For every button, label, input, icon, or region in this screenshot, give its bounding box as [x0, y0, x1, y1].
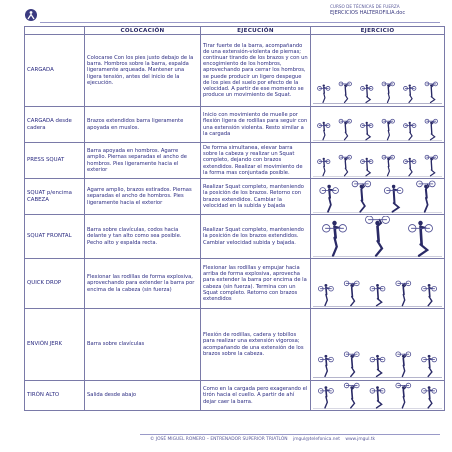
- table-header-row: [25, 27, 445, 35]
- footer-web[interactable]: www.jmgul.tk: [345, 437, 376, 442]
- ejecucion-text: Inicio con movimiento de muelle por flexión ligera de rodillas para seguir con una extensión violenta. Resto similar a la cargada: [201, 107, 311, 143]
- header-course: CURSO DE TÉCNICAS DE FUERZA: [330, 4, 400, 9]
- ejecucion-text: Flexión de rodillas, cadera y tobillos para realizar una extensión vigorosa; acompañando de una extensión de los brazos sobre la cabeza.: [201, 309, 311, 381]
- lifter-figure-icon: [313, 184, 442, 212]
- colocacion-text: Salida desde abajo: [85, 381, 201, 411]
- lifter-figure-icon: [313, 155, 442, 177]
- lifter-figure-icon: [313, 121, 442, 140]
- header-cell-ejercicio: EJERCICIO: [311, 27, 445, 35]
- header-file: EJERCICIOS HALTEROFILIA.doc: [330, 10, 406, 16]
- exercise-illustration: [311, 309, 445, 381]
- lifter-figure-icon: [313, 84, 442, 103]
- footer-email[interactable]: jmgul@telefonica.net: [293, 437, 340, 442]
- colocacion-text: Flexionar las rodillas de forma explosiva, aprovechando para extender la barra por encima de la cabeza (sin fuerza): [85, 259, 201, 309]
- colocacion-text: Barra sobre clavículas: [85, 309, 201, 381]
- table-row: [25, 309, 445, 381]
- exercise-illustration: [311, 143, 445, 179]
- exercise-name: CARGADA: [25, 35, 85, 107]
- header-cell-empty: [25, 27, 85, 35]
- ejecucion-text: Como en la cargada pero exagerando el tirón hacia el cuello. A partir de ahí dejar caer la barra.: [201, 381, 311, 411]
- table-row: [25, 143, 445, 179]
- header-divider: [40, 22, 440, 23]
- ejecucion-text: Flexionar las rodillas y empujar hacia arriba de forma explosiva, aprovecha para extender la barra por encima de la cabeza (sin fuerza). Termina con un Squat completo. Retorno con brazos extendidos: [201, 259, 311, 309]
- exercise-illustration: [311, 259, 445, 309]
- lifter-figure-icon: [313, 119, 442, 141]
- exercise-name: SQUAT p/encima CABEZA: [25, 179, 85, 215]
- ejecucion-text: De forma simultanea, elevar barra sobre la cabeza y realizar un Squat completo, dejando con brazos extendidos. Realizar el movimiento de la forma mas conjuntada posible.: [201, 143, 311, 179]
- exercise-name: ENVIÓN JERK: [25, 309, 85, 381]
- lifter-figure-icon: [313, 181, 442, 213]
- exercise-illustration: [311, 215, 445, 259]
- lifter-figure-icon: [313, 84, 442, 103]
- colocacion-text: Barra sobre clavículas, codos hacia delante y tan alto como sea posible. Pecho alto y espalda recta.: [85, 215, 201, 259]
- exercise-illustration: [311, 381, 445, 411]
- colocacion-text: Barra apoyada en hombros. Agarre amplio. Piernas separadas el ancho de hombros. Pies ligeramente hacia el exterior: [85, 143, 201, 179]
- lifter-figure-icon: [313, 155, 442, 177]
- table-row: [25, 215, 445, 259]
- lifter-figure-icon: [313, 216, 442, 257]
- lifter-figure-icon: [313, 155, 442, 177]
- lifter-figure-icon: [313, 181, 442, 213]
- exercise-illustration: [311, 107, 445, 143]
- exercise-illustration: [311, 179, 445, 215]
- logo-icon: [24, 8, 38, 22]
- colocacion-text: Brazos extendidos barra ligeramente apoyada en muslos.: [85, 107, 201, 143]
- exercise-name: TIRÓN ALTO: [25, 381, 85, 411]
- header-cell-ejecucion: EJECUCIÓN: [201, 27, 311, 35]
- lifter-figure-icon: [313, 284, 442, 307]
- lifter-figure-icon: [313, 119, 442, 141]
- header-info: [330, 4, 450, 16]
- table-row: [25, 35, 445, 107]
- exercise-name: QUICK DROP: [25, 259, 85, 309]
- lifter-figure-icon: [313, 119, 442, 141]
- lifter-figure-icon: [313, 82, 442, 104]
- lifter-figure-icon: [313, 184, 442, 212]
- exercise-table: [24, 26, 445, 411]
- lifter-figure-icon: [313, 157, 442, 176]
- exercise-name: SQUAT FRONTAL: [25, 215, 85, 259]
- table-row: [25, 381, 445, 411]
- lifter-figure-icon: [313, 82, 442, 104]
- table-row: [25, 259, 445, 309]
- lifter-figure-icon: [313, 157, 442, 176]
- lifter-figure-icon: [313, 82, 442, 104]
- table-row: [25, 179, 445, 215]
- table-row: [25, 107, 445, 143]
- lifter-figure-icon: [313, 84, 442, 103]
- ejecucion-text: Tirar fuerte de la barra, acompañando de una extensión-violenta de piernas; continuar tirando de los brazos y con un encogimiento de los hombros, aprovechando para cerrar los hombros, se puede producir un ligero despegue de los pies del suelo por efecto de la velocidad. A partir de ese momento se produce un movimiento de Squat.: [201, 35, 311, 107]
- lifter-figure-icon: [313, 355, 442, 378]
- lifter-figure-icon: [313, 157, 442, 176]
- lifter-figure-icon: [313, 121, 442, 140]
- lifter-figure-icon: [313, 121, 442, 140]
- footer-author: © JOSÉ MIGUEL ROMERO – ENTRENADOR SUPERIOR TRIATLÓN: [150, 437, 288, 442]
- exercise-name: CARGADA desde cadera: [25, 107, 85, 143]
- exercise-illustration: [311, 35, 445, 107]
- colocacion-text: Agarre amplio, brazos estirados. Piernas separadas el ancho de hombros. Pies ligeramente hacia el exterior: [85, 179, 201, 215]
- colocacion-text: Colocarse Con los pies justo debajo de la barra. Hombros sobre la barra, espalda ligeramente arqueada. Mantener una ligera tensión, antes del inicio de la ejecución.: [85, 35, 201, 107]
- footer: [150, 437, 450, 442]
- lifter-figure-icon: [313, 386, 442, 409]
- ejecucion-text: Realizar Squat completo, manteniendo la posición de los brazos extendidos. Cambiar velocidad subida y bajada.: [201, 215, 311, 259]
- ejecucion-text: Realizar Squat completo, manteniendo la posición de los brazos. Retorno con brazos extendidos. Cambiar la velocidad en la subida y bajada: [201, 179, 311, 215]
- exercise-name: PRESS SQUAT: [25, 143, 85, 179]
- header-cell-colocacion: COLOCACIÓN: [85, 27, 201, 35]
- footer-divider: [140, 434, 440, 435]
